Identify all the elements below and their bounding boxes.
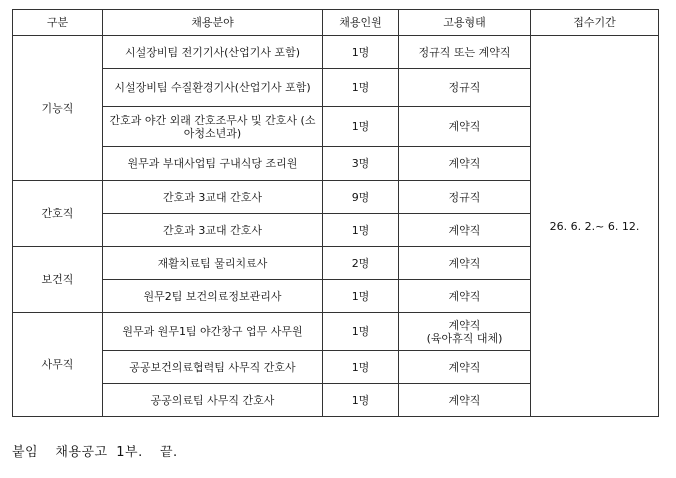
type-cell: 계약직: [399, 214, 531, 247]
type-cell: 정규직: [399, 69, 531, 107]
field-cell: 공공보건의료협력팀 사무직 간호사: [103, 351, 323, 384]
table-row: [13, 36, 659, 69]
count-cell: 1명: [323, 69, 399, 107]
count-cell: 1명: [323, 280, 399, 313]
type-cell: 계약직: [399, 280, 531, 313]
count-cell: 1명: [323, 384, 399, 417]
field-cell: 간호과 3교대 간호사: [103, 214, 323, 247]
type-cell: 정규직: [399, 181, 531, 214]
period-cell: 26. 6. 2.~ 6. 12.: [531, 36, 659, 417]
count-cell: 1명: [323, 313, 399, 351]
type-cell: 계약직 (육아휴직 대체): [399, 313, 531, 351]
type-cell: 계약직: [399, 247, 531, 280]
type-cell: 계약직: [399, 351, 531, 384]
count-cell: 2명: [323, 247, 399, 280]
header-employment-type: 고용형태: [399, 10, 531, 36]
category-cell: 사무직: [13, 313, 103, 417]
field-cell: 원무2팀 보건의료정보관리사: [103, 280, 323, 313]
field-cell: 공공의료팀 사무직 간호사: [103, 384, 323, 417]
header-application-period: 접수기간: [531, 10, 659, 36]
type-cell: 계약직: [399, 107, 531, 147]
field-cell: 재활치료팀 물리치료사: [103, 247, 323, 280]
field-cell: 간호과 3교대 간호사: [103, 181, 323, 214]
field-cell: 원무과 원무1팀 야간창구 업무 사무원: [103, 313, 323, 351]
header-field: 채용분야: [103, 10, 323, 36]
count-cell: 1명: [323, 351, 399, 384]
count-cell: 9명: [323, 181, 399, 214]
recruitment-table: [12, 9, 659, 417]
type-cell: 계약직: [399, 384, 531, 417]
category-cell: 보건직: [13, 247, 103, 313]
count-cell: 3명: [323, 147, 399, 181]
field-cell: 원무과 부대사업팀 구내식당 조리원: [103, 147, 323, 181]
field-cell: 간호과 야간 외래 간호조무사 및 간호사 (소아청소년과): [103, 107, 323, 147]
type-cell: 정규직 또는 계약직: [399, 36, 531, 69]
count-cell: 1명: [323, 107, 399, 147]
header-count: 채용인원: [323, 10, 399, 36]
attachment-note: 붙임 채용공고 1부. 끝.: [12, 445, 178, 460]
category-cell: 기능직: [13, 36, 103, 181]
field-cell: 시설장비팀 전기기사(산업기사 포함): [103, 36, 323, 69]
table-header-row: [13, 10, 659, 36]
type-cell: 계약직: [399, 147, 531, 181]
field-cell: 시설장비팀 수질환경기사(산업기사 포함): [103, 69, 323, 107]
count-cell: 1명: [323, 36, 399, 69]
header-category: 구분: [13, 10, 103, 36]
count-cell: 1명: [323, 214, 399, 247]
category-cell: 간호직: [13, 181, 103, 247]
